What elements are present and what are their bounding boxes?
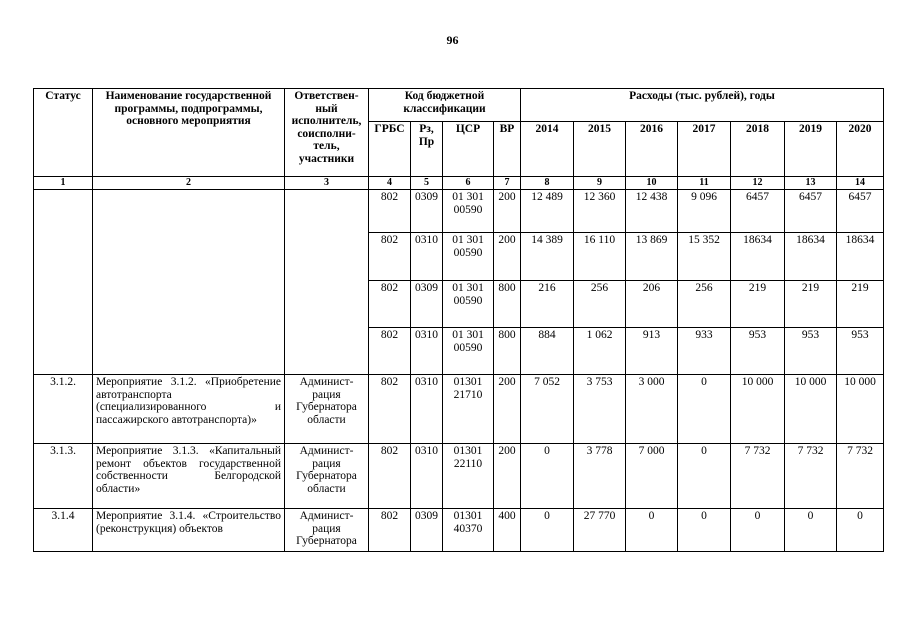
value-cell: 6457 (785, 190, 837, 233)
column-number: 2 (93, 177, 285, 190)
value-cell: 0 (521, 509, 574, 552)
header-year: 2019 (785, 122, 837, 177)
header-vr: ВР (494, 122, 521, 177)
column-number: 7 (494, 177, 521, 190)
column-number: 10 (626, 177, 678, 190)
grbs-cell: 802 (369, 190, 411, 233)
value-cell: 0 (785, 509, 837, 552)
header-name: Наименование государственной программы, подпрограммы, основного мероприятия (93, 89, 285, 177)
header-year: 2017 (678, 122, 731, 177)
measure-name-cell: Мероприятие 3.1.3. «Капитальный ремонт объектов государственной собственности Белгородской области» (93, 444, 285, 509)
vr-cell: 200 (494, 233, 521, 281)
rz-cell: 0309 (411, 281, 443, 328)
column-number: 4 (369, 177, 411, 190)
page-number: 96 (446, 33, 459, 47)
status-cell-empty (34, 190, 93, 375)
csr-cell: 01301 22110 (443, 444, 494, 509)
value-cell: 0 (678, 444, 731, 509)
value-cell: 953 (785, 328, 837, 375)
table-row (34, 190, 884, 233)
value-cell: 953 (837, 328, 884, 375)
column-number: 8 (521, 177, 574, 190)
header-csr: ЦСР (443, 122, 494, 177)
value-cell: 3 778 (574, 444, 626, 509)
rz-cell: 0310 (411, 375, 443, 444)
budget-table (33, 88, 884, 552)
rz-cell: 0309 (411, 509, 443, 552)
grbs-cell: 802 (369, 233, 411, 281)
value-cell: 10 000 (785, 375, 837, 444)
column-number: 3 (285, 177, 369, 190)
column-number: 5 (411, 177, 443, 190)
table-row (34, 375, 884, 444)
header-year: 2015 (574, 122, 626, 177)
vr-cell: 200 (494, 190, 521, 233)
value-cell: 12 438 (626, 190, 678, 233)
column-number: 1 (34, 177, 93, 190)
value-cell: 6457 (731, 190, 785, 233)
header-year: 2016 (626, 122, 678, 177)
value-cell: 6457 (837, 190, 884, 233)
value-cell: 9 096 (678, 190, 731, 233)
header-grbs: ГРБС (369, 122, 411, 177)
header-rz-pr: Рз, Пр (411, 122, 443, 177)
header-year: 2014 (521, 122, 574, 177)
status-cell: 3.1.3. (34, 444, 93, 509)
status-cell: 3.1.2. (34, 375, 93, 444)
value-cell: 16 110 (574, 233, 626, 281)
value-cell: 933 (678, 328, 731, 375)
csr-cell: 01301 40370 (443, 509, 494, 552)
grbs-cell: 802 (369, 281, 411, 328)
value-cell: 206 (626, 281, 678, 328)
value-cell: 10 000 (731, 375, 785, 444)
vr-cell: 200 (494, 375, 521, 444)
value-cell: 18634 (785, 233, 837, 281)
value-cell: 18634 (837, 233, 884, 281)
header-budget-code: Код бюджетной классификации (369, 89, 521, 122)
value-cell: 7 052 (521, 375, 574, 444)
rz-cell: 0310 (411, 233, 443, 281)
rz-cell: 0310 (411, 444, 443, 509)
value-cell: 1 062 (574, 328, 626, 375)
column-number: 9 (574, 177, 626, 190)
value-cell: 18634 (731, 233, 785, 281)
value-cell: 219 (731, 281, 785, 328)
csr-cell: 01 301 00590 (443, 190, 494, 233)
value-cell: 3 753 (574, 375, 626, 444)
grbs-cell: 802 (369, 509, 411, 552)
header-status: Статус (34, 89, 93, 177)
value-cell: 913 (626, 328, 678, 375)
column-number: 14 (837, 177, 884, 190)
responsible-cell: Админист-рация Губернатора области (285, 375, 369, 444)
value-cell: 0 (731, 509, 785, 552)
column-number: 6 (443, 177, 494, 190)
measure-name-cell: Мероприятие 3.1.4. «Строительство (реконструкция) объектов (93, 509, 285, 552)
value-cell: 12 489 (521, 190, 574, 233)
status-cell: 3.1.4 (34, 509, 93, 552)
value-cell: 0 (626, 509, 678, 552)
column-number: 13 (785, 177, 837, 190)
header-year: 2018 (731, 122, 785, 177)
value-cell: 256 (678, 281, 731, 328)
grbs-cell: 802 (369, 375, 411, 444)
vr-cell: 800 (494, 281, 521, 328)
vr-cell: 400 (494, 509, 521, 552)
value-cell: 884 (521, 328, 574, 375)
header-expenses: Расходы (тыс. рублей), годы (521, 89, 884, 122)
value-cell: 256 (574, 281, 626, 328)
value-cell: 14 389 (521, 233, 574, 281)
value-cell: 216 (521, 281, 574, 328)
value-cell: 219 (785, 281, 837, 328)
responsible-cell: Админист-рация Губернатора (285, 509, 369, 552)
value-cell: 219 (837, 281, 884, 328)
rz-cell: 0309 (411, 190, 443, 233)
table-row (34, 509, 884, 552)
vr-cell: 200 (494, 444, 521, 509)
value-cell: 0 (521, 444, 574, 509)
value-cell: 7 732 (731, 444, 785, 509)
value-cell: 12 360 (574, 190, 626, 233)
rz-cell: 0310 (411, 328, 443, 375)
column-number-row (34, 177, 884, 190)
value-cell: 3 000 (626, 375, 678, 444)
csr-cell: 01 301 00590 (443, 281, 494, 328)
responsible-cell: Админист-рация Губернатора области (285, 444, 369, 509)
value-cell: 27 770 (574, 509, 626, 552)
table-row (34, 444, 884, 509)
responsible-cell-empty (285, 190, 369, 375)
grbs-cell: 802 (369, 328, 411, 375)
value-cell: 953 (731, 328, 785, 375)
value-cell: 15 352 (678, 233, 731, 281)
value-cell: 10 000 (837, 375, 884, 444)
header-responsible: Ответствен-ный исполнитель, соисполни-тель, участники (285, 89, 369, 177)
csr-cell: 01 301 00590 (443, 328, 494, 375)
header-year: 2020 (837, 122, 884, 177)
vr-cell: 800 (494, 328, 521, 375)
name-cell-empty (93, 190, 285, 375)
column-number: 11 (678, 177, 731, 190)
value-cell: 7 732 (837, 444, 884, 509)
header-row-1 (34, 89, 884, 122)
column-number: 12 (731, 177, 785, 190)
csr-cell: 01301 21710 (443, 375, 494, 444)
measure-name-cell: Мероприятие 3.1.2. «Приобретение автотранспорта (специализированного и пассажирского автотранспорта)» (93, 375, 285, 444)
value-cell: 13 869 (626, 233, 678, 281)
value-cell: 0 (837, 509, 884, 552)
value-cell: 7 732 (785, 444, 837, 509)
value-cell: 7 000 (626, 444, 678, 509)
value-cell: 0 (678, 509, 731, 552)
grbs-cell: 802 (369, 444, 411, 509)
csr-cell: 01 301 00590 (443, 233, 494, 281)
value-cell: 0 (678, 375, 731, 444)
